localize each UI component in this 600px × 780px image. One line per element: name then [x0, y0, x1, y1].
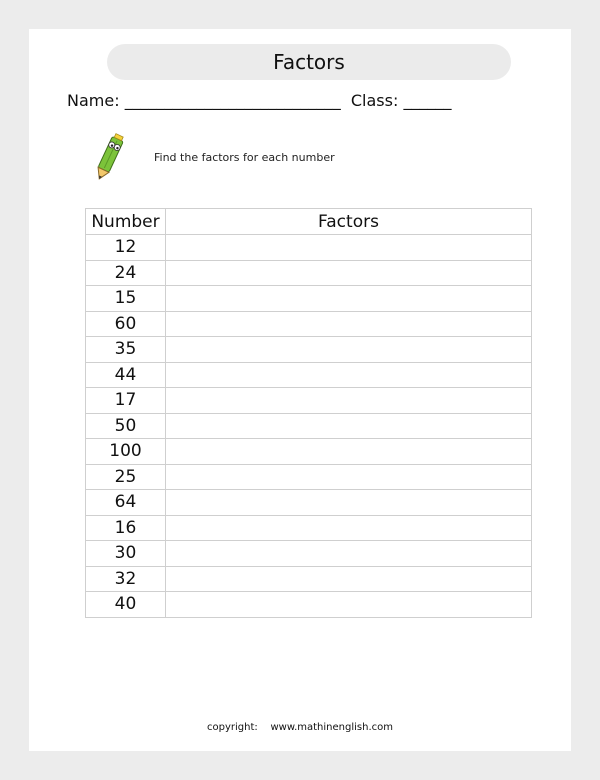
number-cell: 60: [86, 311, 166, 337]
number-cell: 12: [86, 235, 166, 261]
table-row: [86, 464, 532, 490]
table-row: [86, 235, 532, 261]
worksheet-page: [29, 29, 571, 751]
factors-answer-cell[interactable]: [166, 515, 532, 541]
table-row: [86, 541, 532, 567]
table-row: [86, 515, 532, 541]
copyright-label: copyright:: [207, 722, 258, 733]
number-cell: 30: [86, 541, 166, 567]
table-row: [86, 388, 532, 414]
name-label: Name:: [67, 91, 120, 110]
factors-answer-cell[interactable]: [166, 388, 532, 414]
number-cell: 35: [86, 337, 166, 363]
number-cell: 44: [86, 362, 166, 388]
number-cell: 40: [86, 592, 166, 618]
number-cell: 24: [86, 260, 166, 286]
number-cell: 25: [86, 464, 166, 490]
number-cell: 64: [86, 490, 166, 516]
factors-answer-cell[interactable]: [166, 235, 532, 261]
instruction-text: Find the factors for each number: [154, 151, 335, 164]
table-header-row: [86, 209, 532, 235]
factors-table: [85, 208, 532, 618]
factors-answer-cell[interactable]: [166, 439, 532, 465]
factors-answer-cell[interactable]: [166, 413, 532, 439]
footer-copyright: [29, 722, 571, 733]
table-row: [86, 260, 532, 286]
table-row: [86, 490, 532, 516]
table-row: [86, 337, 532, 363]
number-cell: 100: [86, 439, 166, 465]
table-row: [86, 311, 532, 337]
table-row: [86, 362, 532, 388]
class-blank: ______: [403, 91, 452, 110]
header-number: Number: [86, 209, 166, 235]
factors-answer-cell[interactable]: [166, 566, 532, 592]
number-cell: 32: [86, 566, 166, 592]
factors-answer-cell[interactable]: [166, 260, 532, 286]
table-row: [86, 413, 532, 439]
table-row: [86, 566, 532, 592]
factors-answer-cell[interactable]: [166, 311, 532, 337]
name-class-row: [67, 91, 451, 110]
page-title: [107, 44, 511, 80]
table-row: [86, 592, 532, 618]
factors-answer-cell[interactable]: [166, 592, 532, 618]
number-cell: 16: [86, 515, 166, 541]
factors-answer-cell[interactable]: [166, 362, 532, 388]
table-row: [86, 286, 532, 312]
factors-answer-cell[interactable]: [166, 337, 532, 363]
factors-answer-cell[interactable]: [166, 286, 532, 312]
class-label: Class:: [350, 91, 399, 110]
factors-answer-cell[interactable]: [166, 490, 532, 516]
table-row: [86, 439, 532, 465]
website-link: www.mathinenglish.com: [270, 722, 393, 733]
number-cell: 15: [86, 286, 166, 312]
factors-answer-cell[interactable]: [166, 541, 532, 567]
name-blank: ___________________________: [124, 91, 341, 110]
title-text: Factors: [273, 50, 345, 74]
number-cell: 50: [86, 413, 166, 439]
factors-answer-cell[interactable]: [166, 464, 532, 490]
number-cell: 17: [86, 388, 166, 414]
header-factors: Factors: [166, 209, 532, 235]
pencil-icon: [89, 133, 129, 183]
